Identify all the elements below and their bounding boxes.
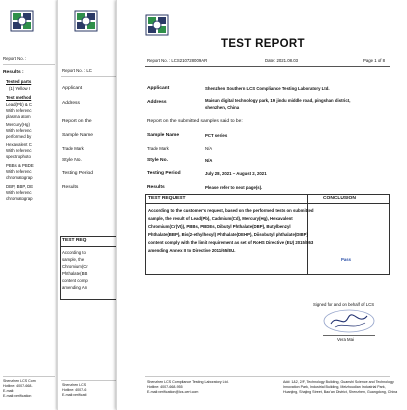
results-line: With referenc bbox=[6, 128, 32, 133]
results-line: chromatograp bbox=[6, 196, 33, 201]
report-no-label: Report No. : bbox=[3, 56, 27, 61]
results-line: spectrophoto bbox=[6, 154, 31, 159]
testing-period-value: July 28, 2021 ~ August 2, 2021 bbox=[205, 171, 267, 176]
report-number: Report No. : LCS210728009AR bbox=[147, 58, 208, 63]
style-no-label: Style No. bbox=[147, 158, 168, 163]
results-line: Tested parts bbox=[6, 79, 32, 84]
footer-line: E-mail: bbox=[3, 389, 15, 393]
results-line: Lead(Pb) & C bbox=[6, 102, 33, 107]
report-on-text: Report on the submitted samples said to be: bbox=[147, 119, 243, 124]
address-value-line-2: shenzhen, China bbox=[205, 105, 240, 110]
field-label: Address bbox=[62, 101, 80, 106]
trade-mark-label: Trade Mark bbox=[147, 146, 169, 151]
results-line: With referenc bbox=[6, 190, 32, 195]
request-text-line: content comply with the limit requirement as set of RoHS Directive (EU) 2015/863 bbox=[148, 240, 314, 245]
footer-left-line: E-mail:verification@lcs-cert.com bbox=[147, 390, 199, 394]
report-no-label: Report No. : LC bbox=[62, 68, 92, 73]
header-rule bbox=[3, 64, 55, 65]
signature-stamp bbox=[321, 308, 377, 334]
results-line: DBP, BBP, DE bbox=[6, 184, 34, 189]
results-line: plasma atom bbox=[6, 114, 31, 119]
footer-left-line: Shenzhen LCS Compliance Testing Laboratory Ltd. bbox=[147, 380, 229, 384]
trade-mark-value: N/A bbox=[205, 146, 213, 151]
field-label: Results bbox=[62, 185, 79, 190]
signatory-name: Vera Mai bbox=[337, 337, 354, 342]
results-label: Results bbox=[147, 185, 165, 190]
lcs-logo bbox=[74, 10, 98, 32]
request-line: content comp bbox=[62, 278, 88, 283]
field-label: Report on the bbox=[62, 119, 92, 124]
footer-rule bbox=[145, 376, 390, 377]
results-line: PBBs & PBDE bbox=[6, 163, 34, 168]
sample-name-value: PCT series bbox=[205, 133, 228, 138]
results-line: performed by bbox=[6, 134, 32, 139]
header-rule bbox=[61, 76, 117, 77]
footer-line: E-mail:verification bbox=[3, 394, 32, 398]
results-line: Test method bbox=[6, 95, 32, 100]
request-line: Chromium(Cr bbox=[62, 264, 88, 269]
address-label: Address bbox=[147, 100, 167, 105]
request-line: According to bbox=[62, 250, 86, 255]
applicant-label: Applicant bbox=[147, 86, 170, 91]
test-request-label: TEST REQ bbox=[62, 238, 87, 243]
style-no-value: N/A bbox=[205, 158, 213, 163]
report-title: TEST REPORT bbox=[221, 38, 305, 50]
results-line: With referenc bbox=[6, 169, 32, 174]
report-page-front bbox=[116, 0, 407, 410]
request-text-line: sample, the result of Lead(Pb), Cadmium(Cd), Mercury(Hg), Hexavalent bbox=[148, 216, 293, 221]
footer-line: Hotline: 4007-6 bbox=[62, 388, 87, 392]
footer-line: E-mail:verificati bbox=[62, 393, 87, 397]
report-date: Date: 2021.08.03 bbox=[265, 58, 298, 63]
footer-line: Shenzhen LCS bbox=[62, 383, 87, 387]
lcs-logo bbox=[145, 14, 169, 36]
footer-rule bbox=[3, 376, 55, 377]
header-rule bbox=[145, 66, 390, 67]
results-line: Hexavalent C bbox=[6, 142, 32, 147]
results-line: With referenc bbox=[6, 108, 32, 113]
address-value-line-1: Maisun digital technology park, 19 jindu middle road, pingshan district, bbox=[205, 98, 351, 103]
footer-right-line: Add: 1&2, 2/F, Technology Building, Guanshi Science and Technology bbox=[283, 380, 394, 384]
request-text-line: amending Annex II to Directive 2011/65/EU. bbox=[148, 248, 236, 253]
test-request-header: TEST REQUEST bbox=[148, 196, 186, 201]
applicant-value: Shenzhen Southern LCS Compliance Testing Laboratory Ltd. bbox=[205, 86, 330, 91]
footer-rule bbox=[61, 380, 117, 381]
field-label: Sample Name bbox=[62, 133, 93, 138]
request-text-line: Chromium(Cr(VI)), PBBs, PBDEs, Dibutyl Phthalate(DBP), Butylbenzyl bbox=[148, 224, 291, 229]
table-header-rule bbox=[145, 203, 389, 204]
page-number: Page 1 of 8 bbox=[363, 58, 385, 63]
results-value: Please refer to next page(s). bbox=[205, 185, 263, 190]
footer-line: Hotline: 4007-668- bbox=[3, 384, 33, 388]
conclusion-header: CONCLUSION bbox=[323, 196, 356, 201]
conclusion-value: Pass bbox=[341, 257, 352, 262]
field-label: Applicant bbox=[62, 86, 83, 91]
results-line: With referenc bbox=[6, 148, 32, 153]
field-label: Testing Period bbox=[62, 171, 93, 176]
request-line: Phthalate(BB bbox=[62, 271, 88, 276]
table-rule bbox=[60, 246, 118, 247]
request-text-line: According to the customer's request, based on the performed tests on submitted bbox=[148, 208, 314, 213]
footer-left-line: Hotline: 4007-668-955 bbox=[147, 385, 183, 389]
results-line: chromatograp bbox=[6, 175, 33, 180]
request-line: amending An bbox=[62, 285, 88, 290]
signature-line bbox=[323, 335, 375, 336]
request-line: sample, the bbox=[62, 257, 85, 262]
field-label: Trade Mark bbox=[62, 146, 84, 151]
request-text-line: Phthalate(BBP), Bis(2-ethylhexyl) Phthalate(DEHP), Diisobutyl phthalate(DIBP) bbox=[148, 232, 308, 237]
results-line: (1) Yellow I bbox=[9, 86, 31, 91]
footer-right-line: Huanjing, Shajing Street, Bao'an District, Shenzhen, Guangdong, China bbox=[283, 390, 398, 394]
sample-name-label: Sample Name bbox=[147, 133, 180, 138]
signed-for-text: Signed for and on behalf of LCS bbox=[313, 302, 375, 307]
footer-line: Shenzhen LCS Com bbox=[3, 379, 36, 383]
results-label: Results : bbox=[3, 70, 24, 75]
field-label: Style No. bbox=[62, 158, 82, 163]
testing-period-label: Testing Period bbox=[147, 171, 181, 176]
lcs-logo bbox=[10, 10, 34, 32]
results-line: Mercury(Hg) bbox=[6, 122, 30, 127]
footer-right-line: Innovation Park, Industrial Building, Meizhoudian Industrial Park, bbox=[283, 385, 386, 389]
